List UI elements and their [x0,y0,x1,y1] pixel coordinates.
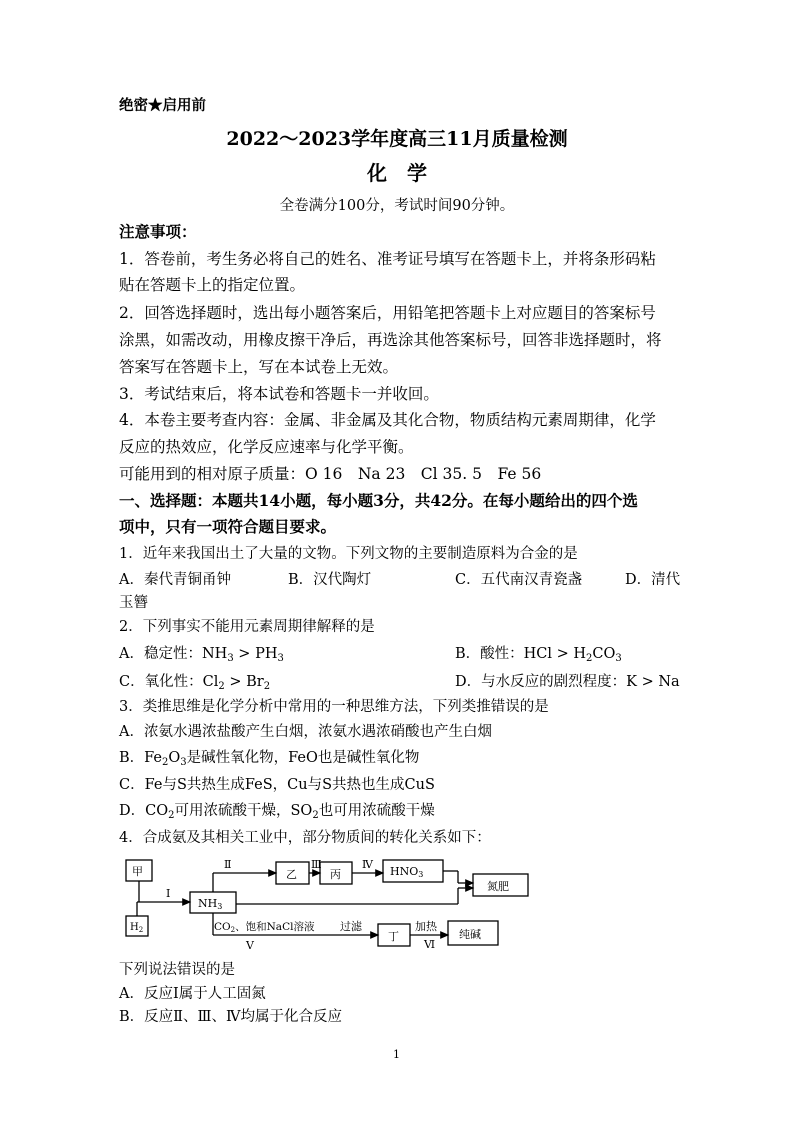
q1-option-a: A．秦代青铜甬钟 [119,572,231,588]
q2-option-a: A．稳定性：$NH_3 > PH_3$ [119,646,284,664]
notice-line: 1．答卷前，考生务必将自己的姓名、准考证号填写在答题卡上，并将条形码粘 [119,250,656,268]
label-chunjian: 纯碱 [459,928,481,941]
svg-text:HNO3: HNO3 [390,865,424,879]
q2-option-d: D．与水反应的剧烈程度：K > Na [455,674,680,690]
q4-option-a: A．反应Ⅰ属于人工固氮 [119,986,266,1002]
q3-option-a: A．浓氨水遇浓盐酸产生白烟，浓氨水遇浓硝酸也产生白烟 [119,724,492,740]
atomic-mass: 可能用到的相对原子质量：O 16 Na 23 Cl 35. 5 Fe 56 [119,465,542,483]
q2-stem: 2．下列事实不能用元素周期律解释的是 [119,619,375,635]
q2-option-b: B．酸性：HCl > $H_2CO_3$ [455,646,622,664]
label-jia: 甲 [132,865,143,878]
q3-option-c: C．Fe与S共热生成FeS，Cu与S共热也生成CuS [119,777,435,793]
q2-option-c: C．氧化性：$Cl_2 > Br_2$ [119,674,271,692]
label-r5: Ⅴ [246,939,254,952]
notice-line: 4．本卷主要考查内容：金属、非金属及其化合物，物质结构元素周期律，化学 [119,411,656,429]
section-heading: 项中，只有一项符合题目要求。 [119,517,337,536]
svg-text:NH3: NH3 [198,897,223,911]
notice-line: 3．考试结束后，将本试卷和答题卡一并收回。 [119,385,439,403]
label-heat: 加热 [415,920,437,933]
q1-option-d: D．清代 [625,572,681,588]
q1-option-c: C．五代南汉青瓷盏 [455,572,583,588]
label-r4: Ⅳ [362,858,373,871]
label-r1: Ⅰ [166,887,171,900]
q3-stem: 3．类推思维是化学分析中常用的一种思维方法，下列类推错误的是 [119,699,549,715]
q3-option-b: B．$Fe_2O_3$是碱性氧化物，FeO也是碱性氧化物 [119,750,420,768]
q3-option-d: D．$CO_2$可用浓硫酸干燥，$SO_2$也可用浓硫酸干燥 [119,803,435,821]
svg-text:H2: $H_2$ [130,922,144,934]
label-danfei: 氮肥 [487,880,509,893]
exam-info: 全卷满分100分，考试时间90分钟。 [279,198,515,214]
svg-text:CO2、饱和NaCl溶液: CO2、饱和NaCl溶液 [214,921,315,934]
label-co2: CO [214,921,231,933]
notice-line: 贴在答题卡上的指定位置。 [119,276,306,294]
q1-option-b: B．汉代陶灯 [288,572,372,588]
notice-line: 涂黑，如需改动，用橡皮擦干净后，再选涂其他答案标号，回答非选择题时，将 [119,331,662,349]
label-filter: 过滤 [340,920,362,933]
label-r6: Ⅵ [424,938,436,951]
conversion-diagram-main [118,852,538,952]
q4-stem: 4．合成氨及其相关工业中，部分物质间的转化关系如下： [119,830,491,846]
q4-option-b: B．反应Ⅱ、Ⅲ、Ⅳ均属于化合反应 [119,1009,342,1025]
label-r3: Ⅲ [311,858,322,871]
label-ding: 丁 [388,930,399,943]
label-hno3: HNO [390,865,419,878]
subject-title: 化 学 [367,161,427,185]
q4-question: 下列说法错误的是 [119,962,235,978]
notice-heading: 注意事项： [119,222,197,241]
exam-title: 2022～2023学年度高三11月质量检测 [226,128,568,150]
label-h2: H [130,922,139,933]
section-heading: 一、选择题：本题共14小题，每小题3分，共42分。在每小题给出的四个选 [119,491,638,510]
q1-stem: 1．近年来我国出土了大量的文物。下列文物的主要制造原料为合金的是 [119,546,578,562]
page-number: 1 [393,1048,400,1061]
secret-label: 绝密★启用前 [119,97,206,114]
notice-line: 答案写在答题卡上，写在本试卷上无效。 [119,358,399,376]
notice-line: 反应的热效应，化学反应速率与化学平衡。 [119,438,414,456]
label-bing: 丙 [330,868,341,881]
label-yi: 乙 [286,868,297,881]
q1-option-d-cont: 玉簪 [119,595,148,611]
notice-line: 2．回答选择题时，选出每小题答案后，用铅笔把答题卡上对应题目的答案标号 [119,304,656,322]
label-r2: Ⅱ [224,858,232,871]
label-nh3: NH [198,897,218,910]
